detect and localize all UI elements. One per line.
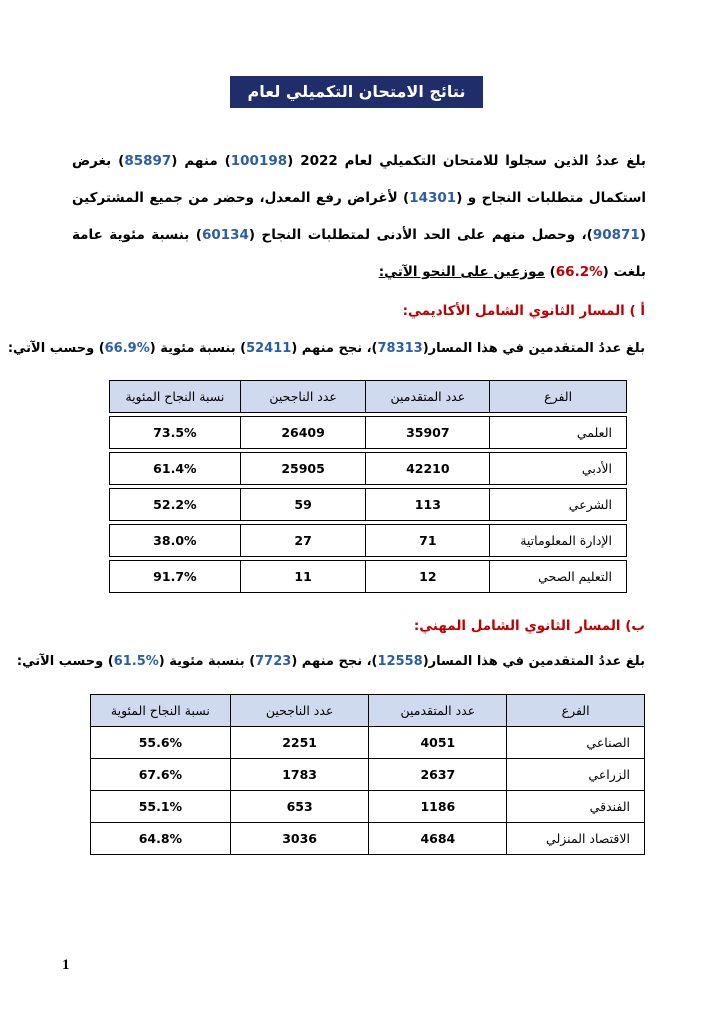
passed-cell: 3036 <box>230 823 369 855</box>
summary-text: )، نجح منهم ( <box>291 341 378 356</box>
column-header: نسبة النجاح المئوية <box>91 695 231 727</box>
intro-text: بلغ عددُ الذين سجلوا للامتحان التكميلي لعام 2022 ( <box>287 153 647 169</box>
percentage-cell: 61.4% <box>110 453 241 485</box>
applicants-count: 78313 <box>377 341 423 356</box>
applicants-cell: 12 <box>366 561 490 593</box>
intro-text: ) بغرض استكمال متطلبات النجاح و ( <box>72 153 646 206</box>
branch-cell: الأدبي <box>490 453 627 485</box>
section-b-heading: ب) المسار الثانوي الشامل المهني: <box>413 618 645 634</box>
percentage-cell: 55.1% <box>91 791 231 823</box>
passed-cell: 27 <box>240 525 366 557</box>
attended-count: 90871 <box>592 227 640 243</box>
page-title: نتائج الامتحان التكميلي لعام 2022 <box>230 76 483 108</box>
branch-cell: الزراعي <box>507 759 645 791</box>
intro-text: ) لأغراض رفع المعدل، وحضر من جميع المشتركين ( <box>72 190 646 243</box>
table-header-row <box>91 695 645 727</box>
applicants-cell: 42210 <box>366 453 490 485</box>
passed-cell: 1783 <box>230 759 369 791</box>
completion-count: 85897 <box>124 153 172 169</box>
column-header: الفرع <box>507 695 645 727</box>
column-header: الفرع <box>490 381 627 413</box>
applicants-cell: 71 <box>366 525 490 557</box>
summary-text: ) بنسبة مئوية ( <box>149 341 247 356</box>
branch-cell: التعليم الصحي <box>490 561 627 593</box>
column-header: عدد المتقدمين <box>369 695 507 727</box>
pass-percentage: %61.5 <box>113 654 159 669</box>
percentage-cell: 52.2% <box>110 489 241 521</box>
percentage-cell: 64.8% <box>91 823 231 855</box>
table-row <box>110 561 627 593</box>
improvement-count: 14301 <box>409 190 457 206</box>
passed-cell: 26409 <box>240 417 366 449</box>
table-row <box>91 823 645 855</box>
intro-text: ) <box>544 264 556 280</box>
percentage-cell: 91.7% <box>110 561 241 593</box>
summary-text: )، نجح منهم ( <box>291 654 378 669</box>
section-a-heading: أ ) المسار الثانوي الشامل الأكاديمي: <box>402 303 645 319</box>
table-row <box>110 489 627 521</box>
column-header: عدد المتقدمين <box>366 381 490 413</box>
academic-results-table <box>109 380 627 593</box>
vocational-results-table <box>90 694 645 855</box>
section-a-summary <box>8 341 645 356</box>
column-header: عدد الناجحين <box>240 381 366 413</box>
percentage-cell: 55.6% <box>91 727 231 759</box>
section-b-summary <box>17 654 645 669</box>
applicants-cell: 1186 <box>369 791 507 823</box>
table-row <box>91 791 645 823</box>
applicants-cell: 2637 <box>369 759 507 791</box>
table-header-row <box>110 381 627 413</box>
applicants-cell: 4051 <box>369 727 507 759</box>
intro-paragraph <box>72 143 646 291</box>
passed-cell: 2251 <box>230 727 369 759</box>
passed-cell: 11 <box>240 561 366 593</box>
applicants-cell: 35907 <box>366 417 490 449</box>
summary-text: بلغ عددُ المتقدمين في هذا المسار( <box>422 341 645 356</box>
table-row <box>110 453 627 485</box>
intro-text-underlined: موزعين على النحو الآتي: <box>378 264 545 280</box>
column-header: عدد الناجحين <box>230 695 369 727</box>
table-row <box>91 727 645 759</box>
summary-text: ) بنسبة مئوية ( <box>158 654 256 669</box>
intro-text: ) منهم ( <box>171 153 231 169</box>
summary-text: بلغ عددُ المتقدمين في هذا المسار( <box>422 654 645 669</box>
page-number: 1 <box>62 957 70 973</box>
column-header: نسبة النجاح المئوية <box>110 381 241 413</box>
branch-cell: الاقتصاد المنزلي <box>507 823 645 855</box>
passed-cell: 59 <box>240 489 366 521</box>
passed-count: 7723 <box>255 654 292 669</box>
percentage-cell: 67.6% <box>91 759 231 791</box>
applicants-cell: 113 <box>366 489 490 521</box>
applicants-cell: 4684 <box>369 823 507 855</box>
table-row <box>110 525 627 557</box>
percentage-cell: 38.0% <box>110 525 241 557</box>
passed-cell: 25905 <box>240 453 366 485</box>
branch-cell: الصناعي <box>507 727 645 759</box>
total-registered: 100198 <box>230 153 288 169</box>
summary-text: ) وحسب الآتي: <box>16 654 114 669</box>
branch-cell: الفندقي <box>507 791 645 823</box>
intro-text: ) بنسبة مئوية عامة بلغت ( <box>72 227 646 280</box>
overall-percentage: %66.2 <box>555 264 603 280</box>
passed-cell: 653 <box>230 791 369 823</box>
passed-count: 60134 <box>201 227 249 243</box>
passed-count: 52411 <box>246 341 292 356</box>
pass-percentage: %66.9 <box>104 341 150 356</box>
branch-cell: الإدارة المعلوماتية <box>490 525 627 557</box>
applicants-count: 12558 <box>377 654 423 669</box>
branch-cell: الشرعي <box>490 489 627 521</box>
branch-cell: العلمي <box>490 417 627 449</box>
table-row <box>110 417 627 449</box>
percentage-cell: 73.5% <box>110 417 241 449</box>
table-row <box>91 759 645 791</box>
summary-text: ) وحسب الآتي: <box>7 341 105 356</box>
intro-text: )، وحصل منهم على الحد الأدنى لمتطلبات النجاح ( <box>248 227 593 243</box>
